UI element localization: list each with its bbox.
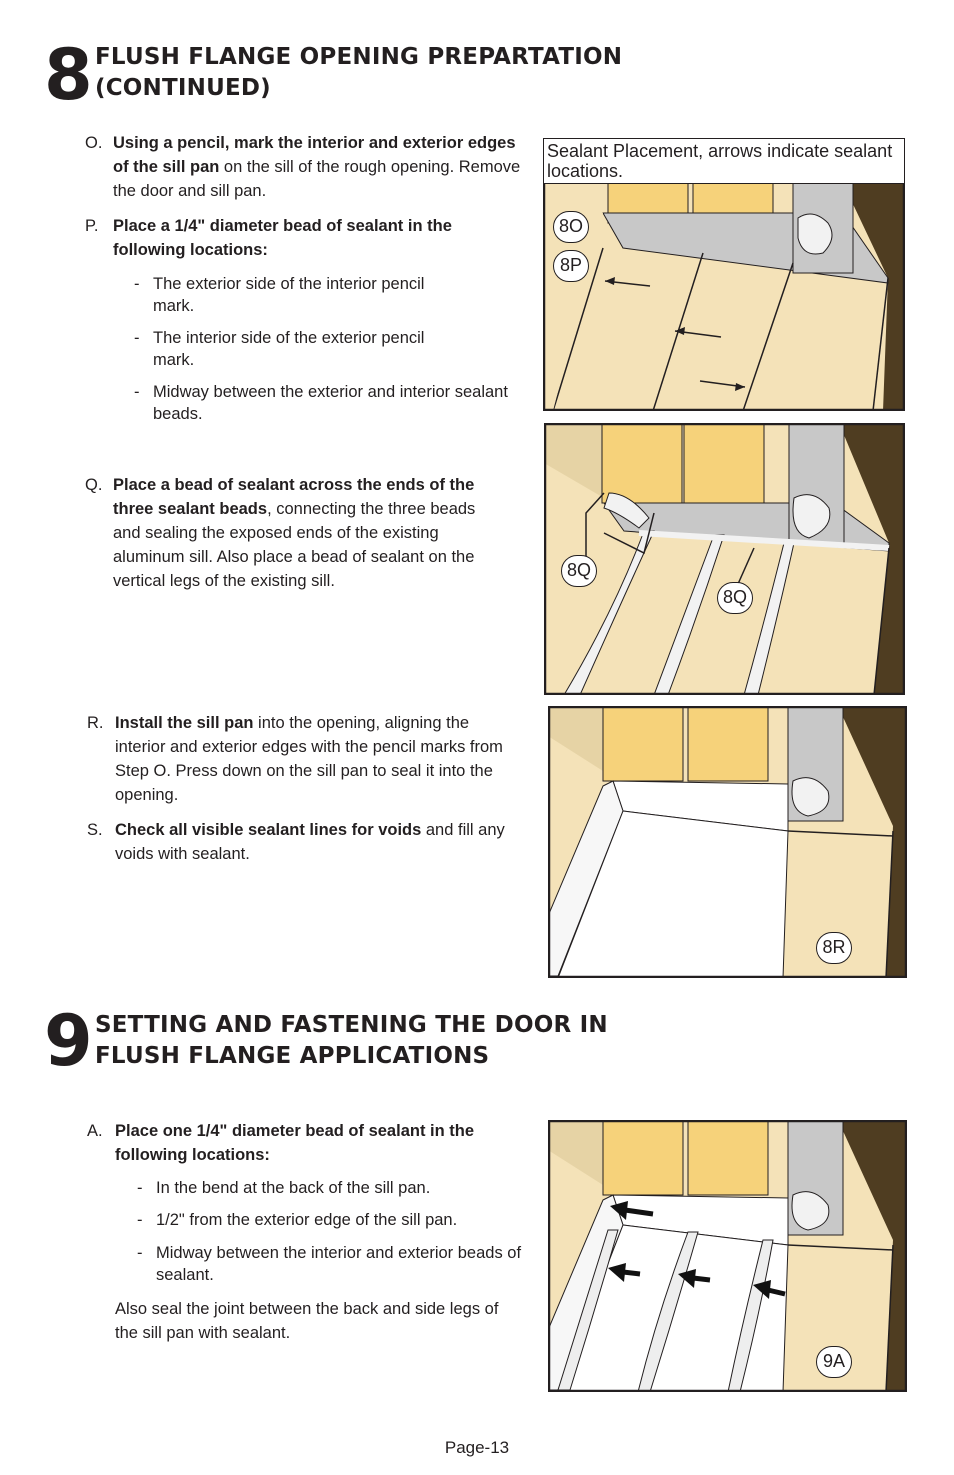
step-p-bullet-1	[134, 273, 434, 317]
step-o-text: on the sill of the rough opening. Remove the door and sill pan.	[113, 158, 521, 200]
section-number-8: 8	[44, 34, 93, 116]
bullet-dash: -	[134, 275, 140, 293]
figure-2-illustration	[544, 423, 905, 695]
section-number-9: 9	[44, 1000, 93, 1082]
step-q-text: , connecting the three beads and sealing the exposed ends of the existing aluminum sill. Also place a bead of sealant on the vertical legs of the existing sill.	[113, 500, 476, 590]
bullet-dash: -	[137, 1211, 143, 1229]
step-s	[87, 818, 527, 868]
step-o	[85, 131, 535, 206]
section-9-title	[95, 1010, 608, 1072]
step-a	[87, 1119, 527, 1169]
figure-3-illustration	[548, 706, 907, 978]
step-r-label: R.	[87, 714, 104, 732]
figure-install-sill-pan	[548, 706, 907, 978]
step-p	[85, 214, 535, 264]
bullet-dash: -	[137, 1179, 143, 1197]
section-8-title-line2: (CONTINUED)	[95, 75, 271, 101]
figure-4-tag-9a: 9A	[816, 1346, 852, 1378]
bullet-text: 1/2" from the exterior edge of the sill pan.	[156, 1211, 458, 1229]
figure-1-tag-8p: 8P	[553, 250, 589, 282]
bullet-dash: -	[134, 383, 140, 401]
step-a-label: A.	[87, 1122, 103, 1140]
step-s-bold: Check all visible sealant lines for voids	[115, 821, 422, 839]
step-a-note: Also seal the joint between the back and side legs of the sill pan with sealant.	[115, 1300, 499, 1342]
step-a-bold: Place one 1/4" diameter bead of sealant in the following locations:	[115, 1122, 475, 1164]
step-p-bullet-3	[134, 381, 534, 425]
step-r	[87, 711, 527, 811]
step-r-bold: Install the sill pan	[115, 714, 254, 732]
step-s-text: and fill any voids with sealant.	[115, 821, 505, 863]
bullet-dash: -	[137, 1244, 143, 1262]
figure-1-tag-8o: 8O	[553, 211, 589, 243]
figure-sealant-placement	[543, 138, 905, 411]
step-q-bold: Place a bead of sealant across the ends of the three sealant beads	[113, 476, 475, 518]
step-q	[85, 473, 505, 623]
figure-1-caption: Sealant Placement, arrows indicate sealant locations.	[543, 138, 905, 184]
bullet-text: The exterior side of the interior pencil mark.	[153, 275, 425, 315]
step-a-bullet-2	[137, 1209, 537, 1231]
figure-sealant-ends	[544, 423, 905, 695]
page-number: Page-13	[444, 1438, 510, 1457]
figure-2-tag-8q-left: 8Q	[561, 555, 597, 587]
bullet-text: Midway between the exterior and interior sealant beads.	[153, 383, 508, 423]
step-a-bullet-3	[137, 1242, 537, 1286]
bullet-text: In the bend at the back of the sill pan.	[156, 1179, 431, 1197]
bullet-text: Midway between the interior and exterior beads of sealant.	[156, 1244, 522, 1284]
step-a-bullet-1	[137, 1177, 537, 1199]
step-r-text: into the opening, aligning the interior and exterior edges with the pencil marks from Step O. Press down on the sill pan to seal it into the opening.	[115, 714, 503, 804]
section-9-title-line1: SETTING AND FASTENING THE DOOR IN	[95, 1012, 608, 1038]
step-s-label: S.	[87, 821, 103, 839]
section-8-title	[95, 42, 622, 104]
step-o-label: O.	[85, 134, 103, 152]
step-p-bullet-2	[134, 327, 434, 371]
figure-sealant-sill-pan	[548, 1120, 907, 1392]
figure-4-illustration	[548, 1120, 907, 1392]
step-o-bold: Using a pencil, mark the interior and exterior edges of the sill pan	[113, 134, 516, 176]
step-p-bold: Place a 1/4" diameter bead of sealant in the following locations:	[113, 217, 452, 259]
figure-3-tag-8r: 8R	[816, 932, 852, 964]
bullet-dash: -	[134, 329, 140, 347]
figure-2-tag-8q-right: 8Q	[717, 582, 753, 614]
section-8-title-line1: FLUSH FLANGE OPENING PREPARTATION	[95, 44, 623, 70]
section-9-title-line2: FLUSH FLANGE APPLICATIONS	[95, 1043, 490, 1069]
step-q-label: Q.	[85, 476, 103, 494]
step-p-label: P.	[85, 217, 99, 235]
bullet-text: The interior side of the exterior pencil mark.	[153, 329, 425, 369]
